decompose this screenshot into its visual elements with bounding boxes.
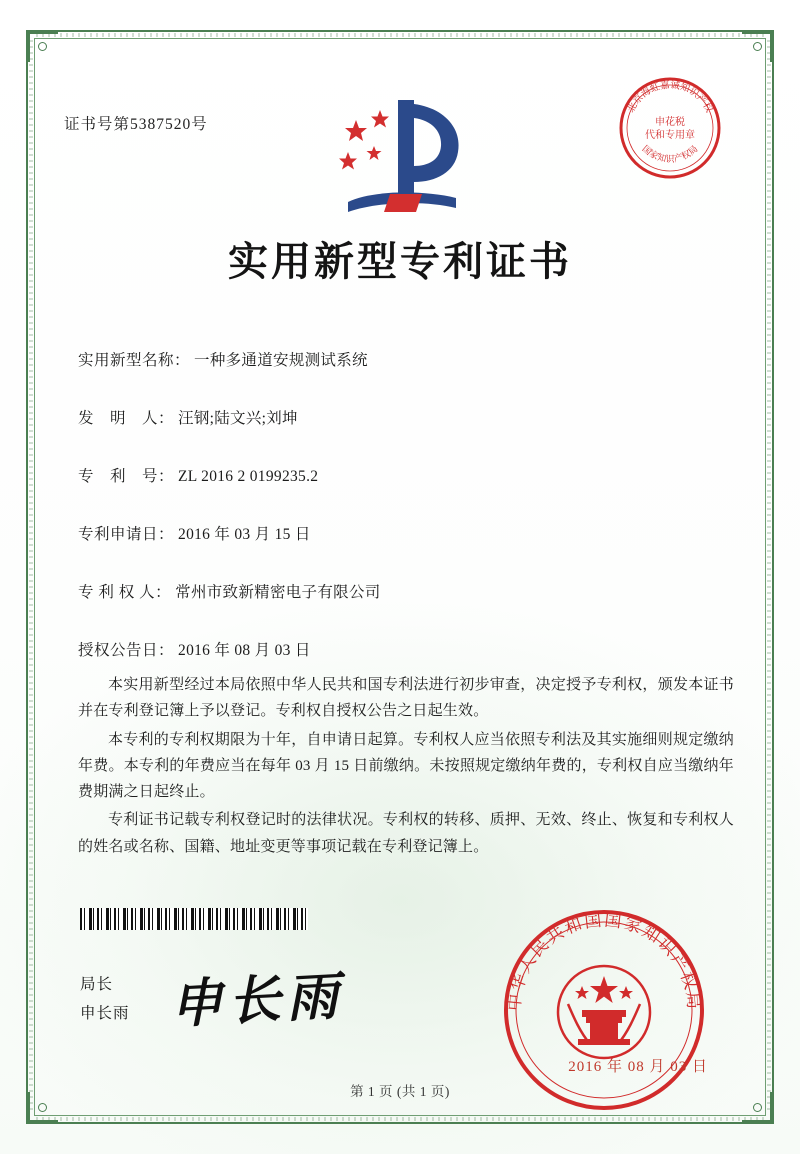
field-label: 专 利 权 人： [78, 584, 172, 601]
field-value: 汪钢;陆文兴;刘坤 [178, 410, 298, 427]
corner-dot-bottom-right [753, 1103, 762, 1112]
field-value: 常州市致新精密电子有限公司 [175, 584, 381, 601]
field-application-date [78, 522, 740, 544]
field-patentee [78, 580, 740, 602]
svg-text:申花税: 申花税 [655, 117, 685, 128]
field-value: 2016 年 03 月 15 日 [178, 526, 311, 543]
signatory-title: 局长 [80, 976, 114, 993]
border-band-left [29, 40, 33, 1114]
field-list [78, 348, 740, 696]
signatory-block [80, 970, 130, 1029]
paragraph-2: 本专利的专利权期限为十年，自申请日起算。专利权人应当依照专利法及其实施细则规定缴纳年费。本专利的年费应当在每年 03 月 15 日前缴纳。未按照规定缴纳年费的，专利权自应当缴纳年费期满之日起终止。 [78, 731, 734, 800]
page-footer: 第 1 页 (共 1 页) [350, 1084, 450, 1099]
cnipa-logo-icon [328, 90, 468, 220]
border-band-top [36, 33, 764, 37]
field-label: 发 明 人： [78, 410, 175, 427]
paragraph-3: 专利证书记载专利权登记时的法律状况。专利权的转移、质押、无效、终止、恢复和专利权人的姓名或名称、国籍、地址变更等事项记载在专利登记簿上。 [78, 812, 734, 855]
page-title: 实用新型专利证书 [228, 238, 572, 285]
corner-dot-top-left [38, 42, 47, 51]
svg-text:北京海虹嘉诚知识产权: 北京海虹嘉诚知识产权 [625, 79, 715, 115]
svg-text:国家知识产权局: 国家知识产权局 [639, 144, 701, 165]
signatory-name: 申长雨 [80, 1005, 130, 1023]
paragraph-1: 本实用新型经过本局依照中华人民共和国专利法进行初步审查，决定授予专利权，颁发本证书并在专利登记簿上予以登记。专利权自授权公告之日起生效。 [78, 677, 734, 720]
handwritten-signature: 申长雨 [168, 965, 346, 1036]
certificate-content [60, 70, 740, 1099]
field-label: 授权公告日： [78, 642, 175, 659]
agency-seal-stamp [616, 74, 724, 182]
field-patent-number [78, 464, 740, 486]
corner-dot-top-right [753, 42, 762, 51]
legal-text [78, 672, 734, 862]
field-label: 专利申请日： [78, 526, 175, 543]
seal-date: 2016 年 08 月 03 日 [568, 1059, 708, 1075]
field-value: 一种多通道安规测试系统 [194, 352, 368, 369]
field-utility-model-name [78, 348, 740, 370]
field-inventor [78, 406, 740, 428]
national-emblem-icon [558, 966, 650, 1058]
svg-text:中华人民共和国国家知识产权局: 中华人民共和国国家知识产权局 [504, 910, 704, 1012]
certificate-number: 证书号第5387520号 [64, 116, 208, 133]
field-label: 实用新型名称： [78, 352, 191, 369]
field-label: 专 利 号： [78, 468, 175, 485]
corner-dot-bottom-left [38, 1103, 47, 1112]
barcode [80, 908, 308, 930]
field-value: 2016 年 08 月 03 日 [178, 642, 311, 659]
field-grant-announcement-date [78, 638, 740, 660]
svg-text:代和专用章: 代和专用章 [645, 130, 695, 141]
field-value: ZL 2016 2 0199235.2 [178, 468, 319, 485]
border-band-right [767, 40, 771, 1114]
